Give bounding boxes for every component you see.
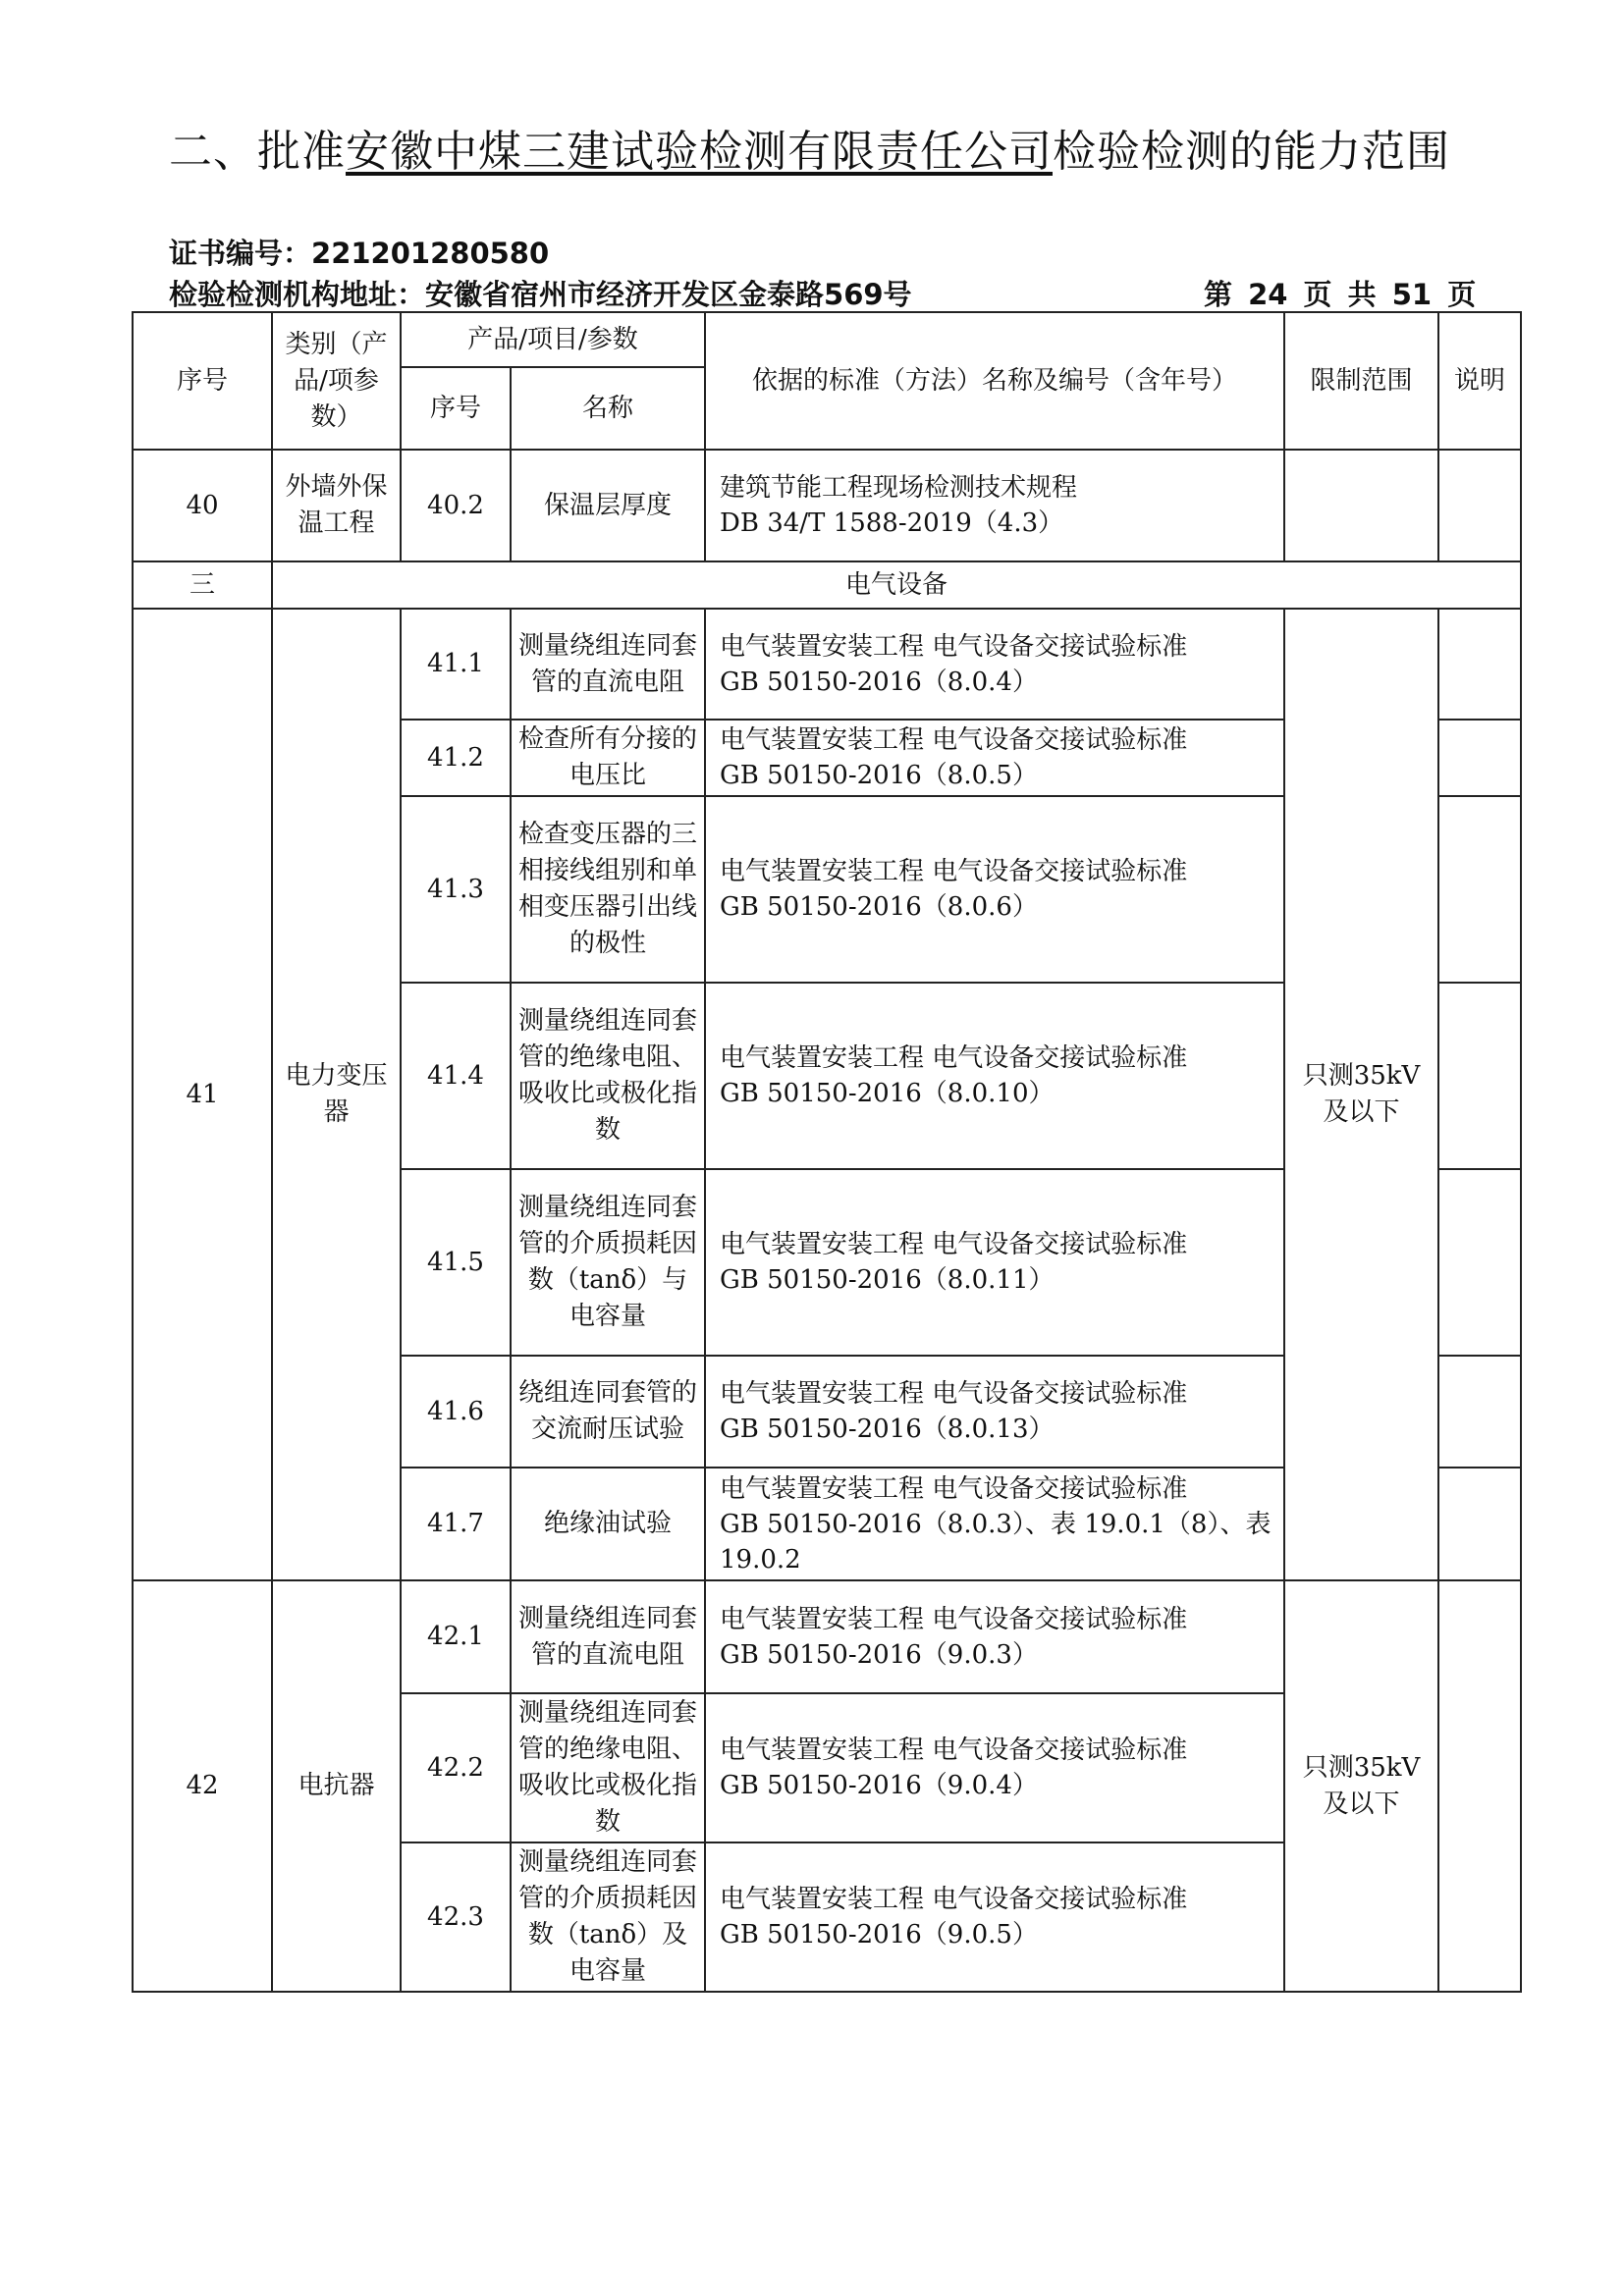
standard-title: 电气装置安装工程 电气设备交接试验标准 (720, 1885, 1188, 1914)
row-sub-seq: 42.1 (401, 1580, 511, 1693)
standard-title: 电气装置安装工程 电气设备交接试验标准 (720, 1604, 1188, 1634)
certificate-line (169, 232, 549, 272)
row-limit (1284, 450, 1438, 561)
row-note (1438, 1356, 1521, 1468)
row-standard (705, 1169, 1284, 1356)
row-sub-seq: 41.3 (401, 796, 511, 983)
group-category: 电力变压器 (272, 609, 401, 1580)
standard-title: 电气装置安装工程 电气设备交接试验标准 (720, 1230, 1188, 1259)
standard-code: GB 50150-2016（8.0.13） (720, 1415, 1055, 1444)
row-name: 测量绕组连同套管的直流电阻 (511, 1580, 705, 1693)
header-note: 说明 (1438, 312, 1521, 450)
row-standard (705, 1842, 1284, 1992)
group-limit: 只测35kV及以下 (1284, 1580, 1438, 1992)
row-name: 测量绕组连同套管的介质损耗因数（tanδ）与电容量 (511, 1169, 705, 1356)
header-product-group: 产品/项目/参数 (401, 312, 705, 367)
header-standard: 依据的标准（方法）名称及编号（含年号） (705, 312, 1284, 450)
row-standard (705, 1468, 1284, 1580)
row-note (1438, 450, 1521, 561)
standard-title: 电气装置安装工程 电气设备交接试验标准 (720, 1043, 1188, 1073)
title-suffix: 检验检测的能力范围 (1053, 127, 1450, 177)
row-note (1438, 983, 1521, 1169)
page-title (169, 116, 1504, 179)
section-seq: 三 (133, 561, 272, 609)
row-standard (705, 1356, 1284, 1468)
row-name: 检查所有分接的电压比 (511, 720, 705, 796)
header-seq: 序号 (133, 312, 272, 450)
title-organization: 安徽中煤三建试验检测有限责任公司 (346, 127, 1053, 177)
row-sub-seq: 41.2 (401, 720, 511, 796)
row-note (1438, 609, 1521, 720)
row-name: 测量绕组连同套管的介质损耗因数（tanδ）及电容量 (511, 1842, 705, 1992)
section-row (133, 561, 1521, 609)
page-info: 第 24 页 共 51 页 (1204, 278, 1477, 311)
table-row (133, 1580, 1521, 1693)
table-row (133, 609, 1521, 720)
row-standard (705, 1580, 1284, 1693)
standard-title: 电气装置安装工程 电气设备交接试验标准 (720, 725, 1188, 755)
standard-code: GB 50150-2016（9.0.3） (720, 1639, 1038, 1670)
row-standard (705, 796, 1284, 983)
standard-code: GB 50150-2016（9.0.4） (720, 1771, 1038, 1800)
standard-title: 电气装置安装工程 电气设备交接试验标准 (720, 1473, 1188, 1504)
row-sub-seq: 41.1 (401, 609, 511, 720)
row-standard (705, 609, 1284, 720)
certificate-number: 221201280580 (311, 237, 550, 270)
row-name: 测量绕组连同套管的绝缘电阻、吸收比或极化指数 (511, 1693, 705, 1842)
row-note (1438, 1468, 1521, 1580)
row-sub-seq: 41.7 (401, 1468, 511, 1580)
standard-code: GB 50150-2016（8.0.6） (720, 892, 1038, 922)
group-limit: 只测35kV及以下 (1284, 609, 1438, 1580)
row-sub-seq: 41.4 (401, 983, 511, 1169)
row-category: 外墙外保温工程 (272, 450, 401, 561)
standard-title: 电气装置安装工程 电气设备交接试验标准 (720, 857, 1188, 886)
header-category: 类别（产品/项参数） (272, 312, 401, 450)
certificate-label: 证书编号： (169, 237, 312, 270)
standard-title: 电气装置安装工程 电气设备交接试验标准 (720, 1735, 1188, 1765)
row-note (1438, 720, 1521, 796)
row-note (1438, 1169, 1521, 1356)
standard-code: GB 50150-2016（8.0.4） (720, 667, 1038, 697)
standard-title: 电气装置安装工程 电气设备交接试验标准 (720, 1379, 1188, 1409)
capability-table (132, 311, 1522, 1993)
address-line (169, 273, 912, 313)
row-name: 测量绕组连同套管的绝缘电阻、吸收比或极化指数 (511, 983, 705, 1169)
standard-title: 电气装置安装工程 电气设备交接试验标准 (720, 631, 1188, 662)
group-category: 电抗器 (272, 1580, 401, 1992)
standard-code: GB 50150-2016（8.0.5） (720, 761, 1038, 790)
row-sub-seq: 41.5 (401, 1169, 511, 1356)
standard-code: GB 50150-2016（8.0.3）、表 19.0.1（8）、表 19.0.2 (720, 1509, 1272, 1575)
row-standard (705, 720, 1284, 796)
row-name: 保温层厚度 (511, 450, 705, 561)
group-seq: 41 (133, 609, 272, 1580)
row-sub-seq: 40.2 (401, 450, 511, 561)
address-value: 安徽省宿州市经济开发区金泰路569号 (425, 278, 912, 311)
title-prefix: 二、批准 (169, 127, 346, 177)
row-name: 测量绕组连同套管的直流电阻 (511, 609, 705, 720)
row-standard (705, 983, 1284, 1169)
standard-code: GB 50150-2016（8.0.10） (720, 1079, 1055, 1108)
standard-code: DB 34/T 1588-2019（4.3） (720, 508, 1064, 538)
table-row (133, 450, 1521, 561)
row-name: 绕组连同套管的交流耐压试验 (511, 1356, 705, 1468)
row-name: 检查变压器的三相接线组别和单相变压器引出线的极性 (511, 796, 705, 983)
row-name: 绝缘油试验 (511, 1468, 705, 1580)
row-standard (705, 450, 1284, 561)
row-sub-seq: 42.3 (401, 1842, 511, 1992)
row-seq: 40 (133, 450, 272, 561)
row-standard (705, 1693, 1284, 1842)
row-sub-seq: 42.2 (401, 1693, 511, 1842)
standard-title: 建筑节能工程现场检测技术规程 (720, 473, 1078, 503)
group-note (1438, 1580, 1521, 1992)
address-label: 检验检测机构地址： (169, 278, 426, 311)
group-seq: 42 (133, 1580, 272, 1992)
row-sub-seq: 41.6 (401, 1356, 511, 1468)
header-name: 名称 (511, 367, 705, 450)
header-limit: 限制范围 (1284, 312, 1438, 450)
section-label: 电气设备 (272, 561, 1521, 609)
header-sub-seq: 序号 (401, 367, 511, 450)
header-row (133, 312, 1521, 367)
standard-code: GB 50150-2016（9.0.5） (720, 1920, 1038, 1949)
row-note (1438, 796, 1521, 983)
standard-code: GB 50150-2016（8.0.11） (720, 1265, 1055, 1295)
